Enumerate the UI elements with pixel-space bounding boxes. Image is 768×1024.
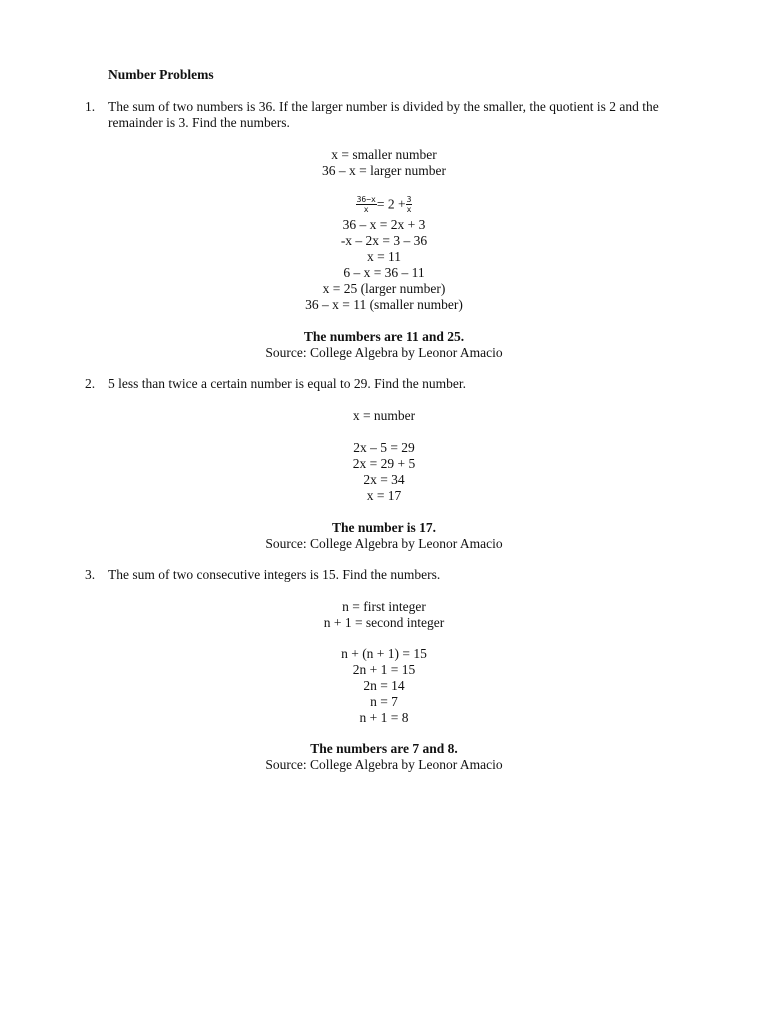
problem-1-number: 1. xyxy=(85,99,96,114)
problem-3-step: n = 7 xyxy=(370,694,398,709)
fraction-left xyxy=(356,195,377,214)
problem-2-definition: x = number xyxy=(352,408,416,423)
problem-2-answer: The number is 17. xyxy=(331,520,437,535)
problem-3-definition: n + 1 = second integer xyxy=(323,615,445,630)
problem-3-step: 2n + 1 = 15 xyxy=(352,662,416,677)
problem-2-step: 2x – 5 = 29 xyxy=(353,440,415,455)
problem-1-step: -x – 2x = 3 – 36 xyxy=(340,233,428,248)
fraction-left-denominator: x xyxy=(363,205,369,214)
problem-1-definition: x = smaller number xyxy=(331,147,437,162)
fraction-right xyxy=(406,195,413,214)
problem-2-step: x = 17 xyxy=(366,488,402,503)
problem-1-step: 6 – x = 36 – 11 xyxy=(343,265,425,280)
problem-1-definition: 36 – x = larger number xyxy=(322,163,446,178)
problem-3-step: n + (n + 1) = 15 xyxy=(341,646,427,661)
problem-3-definition: n = first integer xyxy=(342,599,426,614)
problem-3-text: The sum of two consecutive integers is 15. Find the numbers. xyxy=(108,567,441,582)
problem-3-step: 2n = 14 xyxy=(363,678,405,693)
problem-3-number: 3. xyxy=(85,567,96,582)
problem-2-statement xyxy=(85,376,685,392)
fraction-middle: = 2 + xyxy=(376,196,406,212)
problem-1-step: x = 11 xyxy=(366,249,402,264)
problem-3-source: Source: College Algebra by Leonor Amacio xyxy=(265,757,503,772)
problem-2-step: 2x = 29 + 5 xyxy=(352,456,416,471)
problem-3-statement xyxy=(85,567,685,583)
problem-3-answer: The numbers are 7 and 8. xyxy=(310,741,458,756)
problem-1-text: The sum of two numbers is 36. If the larger number is divided by the smaller, the quotient is 2 and the remainder is 3. Find the numbers. xyxy=(108,99,659,130)
problem-1-source: Source: College Algebra by Leonor Amacio xyxy=(265,345,503,360)
problem-3-step: n + 1 = 8 xyxy=(359,710,409,725)
problem-1-step: 36 – x = 2x + 3 xyxy=(342,217,426,232)
problem-2-text: 5 less than twice a certain number is equal to 29. Find the number. xyxy=(108,376,467,391)
problem-1-statement xyxy=(85,99,685,131)
problem-1-step: x = 25 (larger number) xyxy=(322,281,446,296)
problem-2-number: 2. xyxy=(85,376,96,391)
page-title: Number Problems xyxy=(108,67,214,82)
problem-1-fraction-equation xyxy=(0,196,768,215)
fraction-right-numerator: 3 xyxy=(406,195,412,204)
problem-1-step: 36 – x = 11 (smaller number) xyxy=(305,297,463,312)
problem-2-step: 2x = 34 xyxy=(363,472,405,487)
problem-2-source: Source: College Algebra by Leonor Amacio xyxy=(265,536,503,551)
fraction-left-numerator: 36−x xyxy=(356,195,376,204)
fraction-right-denominator: x xyxy=(406,205,412,214)
problem-1-answer: The numbers are 11 and 25. xyxy=(303,329,465,344)
